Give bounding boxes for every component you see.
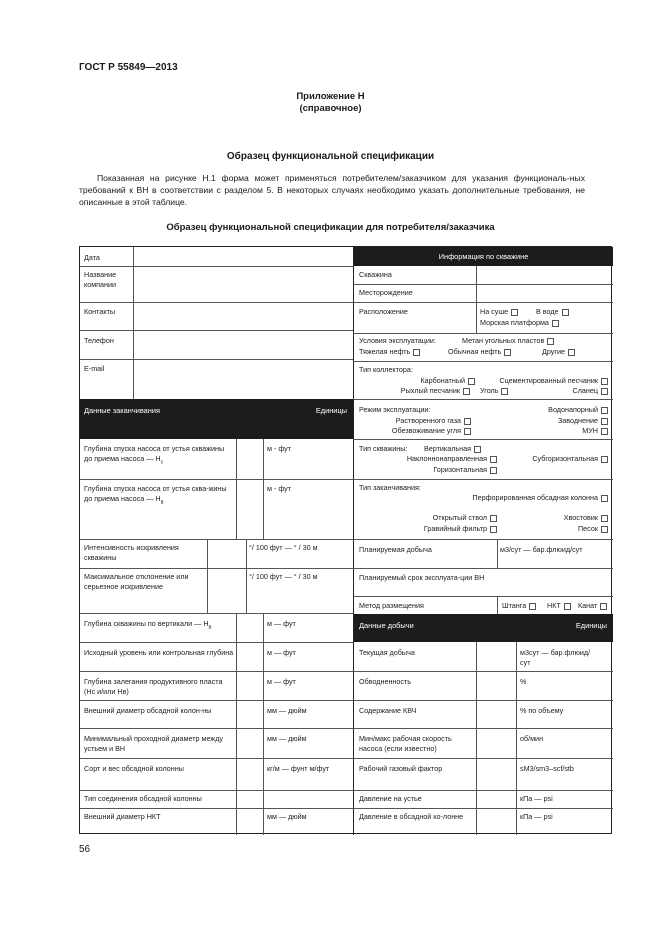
pump-depth-hc-unit: м - фут xyxy=(267,444,292,453)
completion-type-label: Тип заканчивания: xyxy=(359,483,421,492)
other-option: Другие xyxy=(542,347,575,357)
divider xyxy=(353,361,613,362)
cemented-sand: Сцементированный песчаник xyxy=(476,376,608,386)
coal-dewater: Обезвоживание угля xyxy=(359,426,471,436)
wellhead-pressure-label: Давление на устье xyxy=(359,794,422,803)
phone-label: Телефон xyxy=(84,336,114,345)
loc-water: В воде xyxy=(536,307,569,317)
email-label: E-mail xyxy=(84,364,105,373)
wellhead-pressure-unit: кПа — psi xyxy=(520,794,553,803)
pump-speed-label: Мин/макс рабочая скорость насоса (если известно) xyxy=(359,734,452,753)
company-label: Название компании xyxy=(84,270,117,289)
divider xyxy=(80,539,353,540)
max-curvature-label: Максимальное отклонение или серьезное искривление xyxy=(84,572,189,591)
casing-pressure-label: Давление в обсадной ко-лонне xyxy=(359,812,464,821)
divider xyxy=(80,302,353,303)
waterflood: Заводнение xyxy=(500,416,608,426)
perforated: Перфорированная обсадная колонна xyxy=(420,493,608,503)
completion-units-label: Единицы xyxy=(315,406,347,415)
well-info-header xyxy=(354,247,613,266)
water-drive: Водонапорный xyxy=(500,405,608,415)
production-header-label: Данные добычи xyxy=(359,621,414,630)
tubing-od-unit: мм — дюйм xyxy=(267,812,307,821)
subhorizontal: Субгоризонтальная xyxy=(500,454,608,464)
carbonate: Карбонатный xyxy=(380,376,475,386)
planned-prod-label: Планируемая добыча xyxy=(359,545,432,554)
current-prod-label: Текущая добыча xyxy=(359,648,415,657)
gas-factor-label: Рабочий газовый фактор xyxy=(359,764,443,773)
well-type-label: Тип скважины: xyxy=(359,444,408,453)
column-divider xyxy=(353,247,354,835)
divider xyxy=(353,671,613,672)
pump-depth-hc-label: Глубина спуска насоса от устья скважины до приема насоса — $H_с$ xyxy=(84,444,225,465)
divider xyxy=(80,808,353,809)
water-cut-unit: % xyxy=(520,677,527,686)
divider xyxy=(80,568,353,569)
intro-paragraph: Показанная на рисунке Н.1 форма может применяться потребителем/заказчиком для указания функциональ-ных требований к ВН в соответствии с разделом 5. В некоторых случаях необходимо указать дополнительные требования, не описанные в этой таблице. xyxy=(79,173,585,208)
divider xyxy=(207,539,208,613)
ksv-label: Содержание КВЧ xyxy=(359,706,417,715)
casing-grade-label: Сорт и вес обсадной колонны xyxy=(84,764,184,773)
divider xyxy=(80,728,353,729)
completion-header xyxy=(80,399,353,439)
collector-type-label: Тип коллектора: xyxy=(359,365,413,374)
divider xyxy=(353,790,613,791)
deviated: Наклоннонаправленная xyxy=(359,454,497,464)
production-header xyxy=(354,614,613,642)
page-number: 56 xyxy=(79,844,91,855)
casing-od-label: Внешний диаметр обсадной колон-ны xyxy=(84,706,212,715)
divider xyxy=(80,790,353,791)
divider xyxy=(80,613,353,614)
production-units-label: Единицы xyxy=(575,621,607,630)
vertical-depth-unit: м — фут xyxy=(267,619,296,628)
curvature-unit: °/ 100 фут — ° / 30 м xyxy=(249,543,318,552)
divider xyxy=(353,700,613,701)
divider xyxy=(353,568,613,569)
ksv-unit: % по объему xyxy=(520,706,564,715)
formation-depth-unit: м — фут xyxy=(267,677,296,686)
divider xyxy=(353,758,613,759)
divider xyxy=(353,333,613,334)
divider xyxy=(353,728,613,729)
mode-label: Режим эксплуатации: xyxy=(359,405,431,414)
divider xyxy=(497,539,498,568)
current-prod-unit: м3сут — бар.флюид/сут xyxy=(520,648,591,667)
vertical: Вертикальная xyxy=(424,444,481,454)
divider xyxy=(80,642,353,643)
min-passage-label: Минимальный проходной диаметр между устьем и ВН xyxy=(84,734,223,753)
divider xyxy=(236,439,237,539)
coal-methane: Метан угольных пластов xyxy=(462,336,554,346)
casing-conn-label: Тип соединения обсадной колонны xyxy=(84,794,202,803)
section-title: Образец функциональной спецификации xyxy=(226,151,435,162)
coal: Уголь xyxy=(480,386,508,396)
horizontal: Горизонтальная xyxy=(359,465,497,475)
divider xyxy=(353,808,613,809)
gravel: Гравийный фильтр xyxy=(359,524,497,534)
formation-depth-label: Глубина залегания продуктивного пласта (Hс и/или Hв) xyxy=(84,677,223,696)
curvature-label: Интенсивность искривления скважины xyxy=(84,543,179,562)
dissolved-gas: Растворенного газа xyxy=(359,416,471,426)
divider xyxy=(353,284,613,285)
divider xyxy=(80,359,353,360)
pump-speed-unit: об/мин xyxy=(520,734,544,743)
divider xyxy=(80,266,353,267)
field-label: Месторождение xyxy=(359,288,413,297)
divider xyxy=(236,613,237,835)
sand: Песок xyxy=(520,524,608,534)
divider xyxy=(80,330,353,331)
reference-level-unit: м — фут xyxy=(267,648,296,657)
pump-depth-hv-label: Глубина спуска насоса от устья сква-жины до приема насоса — $H_в$ xyxy=(84,484,227,505)
regular-oil: Обычная нефть xyxy=(448,347,511,357)
gas-factor-unit: sM3/sm3–scf/stb xyxy=(520,764,574,773)
shale: Сланец xyxy=(520,386,608,396)
date-label: Дата xyxy=(84,253,100,262)
well-info-header-label: Информация по скважине xyxy=(438,252,529,261)
divider xyxy=(246,539,247,613)
divider xyxy=(353,302,613,303)
divider xyxy=(263,613,264,835)
mun: МУН xyxy=(520,426,608,436)
appendix-subtitle: (справочное) xyxy=(299,103,362,114)
casing-pressure-unit: кПа — psi xyxy=(520,812,553,821)
well-label: Скважина xyxy=(359,270,392,279)
location-label: Расположение xyxy=(359,307,408,316)
liner: Хвостовик xyxy=(520,513,608,523)
casing-grade-unit: кг/м — фунт м/фут xyxy=(267,764,330,773)
divider xyxy=(353,439,613,440)
specification-form xyxy=(79,246,612,834)
min-passage-unit: мм — дюйм xyxy=(267,734,307,743)
divider xyxy=(80,671,353,672)
tubing-option: НКТ xyxy=(547,601,571,611)
divider xyxy=(80,479,353,480)
standard-header: ГОСТ Р 55849—2013 xyxy=(79,62,178,73)
rod-option: Штанга xyxy=(502,601,536,611)
tubing-od-label: Внешний диаметр НКТ xyxy=(84,812,161,821)
exploit-conditions-label: Условия эксплуатации: xyxy=(359,336,436,345)
divider xyxy=(476,302,477,333)
heavy-oil: Тяжелая нефть xyxy=(359,347,420,357)
divider xyxy=(133,247,134,399)
completion-header-label: Данные заканчивания xyxy=(84,406,160,415)
appendix-title: Приложение Н xyxy=(296,91,365,102)
loose-sand: Рыхлый песчаник xyxy=(380,386,470,396)
planned-life-label: Планируемый срок эксплуата-ции ВН xyxy=(359,573,485,582)
cable-option: Канат xyxy=(578,601,607,611)
divider xyxy=(353,539,613,540)
contacts-label: Контакты xyxy=(84,307,116,316)
divider xyxy=(353,596,613,597)
casing-od-unit: мм — дюйм xyxy=(267,706,307,715)
open-hole: Открытый ствол xyxy=(359,513,497,523)
planned-prod-unit: м3/сут — бар.флюид/сут xyxy=(500,545,583,554)
divider xyxy=(263,439,264,539)
water-cut-label: Обводненность xyxy=(359,677,412,686)
table-title: Образец функциональной спецификации для потребителя/заказчика xyxy=(166,222,495,233)
placement-label: Метод размещения xyxy=(359,601,424,610)
loc-offshore: Морская платформа xyxy=(480,318,559,328)
max-curvature-unit: °/ 100 фут — ° / 30 м xyxy=(249,572,318,581)
reference-level-label: Исходный уровень или контрольная глубина xyxy=(84,648,234,657)
loc-onshore: На суше xyxy=(480,307,518,317)
divider xyxy=(353,479,613,480)
divider xyxy=(80,700,353,701)
divider xyxy=(80,758,353,759)
divider xyxy=(497,596,498,614)
pump-depth-hv-unit: м - фут xyxy=(267,484,292,493)
vertical-depth-label: Глубина скважины по вертикали — $H_в$ xyxy=(84,619,212,631)
divider xyxy=(353,399,613,400)
